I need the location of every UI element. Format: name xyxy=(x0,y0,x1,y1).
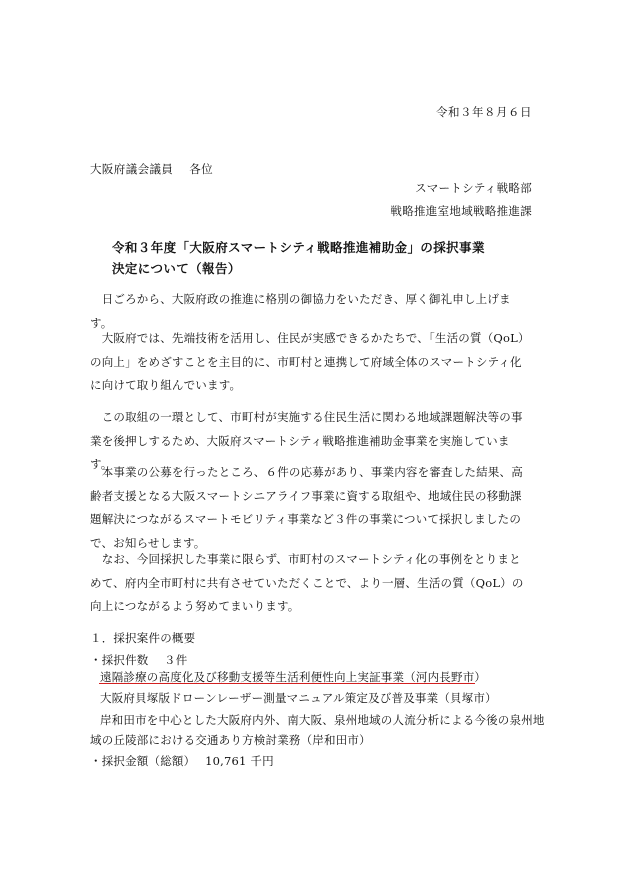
document-title-line2: 決定について（報告） xyxy=(112,261,241,276)
document-date: 令和３年８月６日 xyxy=(436,105,532,119)
sender-department: スマートシティ戦略部 xyxy=(415,181,532,195)
case-item-kawachinagano: 遠隔診療の高度化及び移動支援等生活利便性向上実証事業（河内長野市） xyxy=(100,670,487,684)
recipient: 大阪府議会議員 各位 xyxy=(90,162,214,176)
paragraph-program-text: この取組の一環として、市町村が実施する住民生活に関わる地域課題解決等の事業を後押しするため、大阪府スマートシティ戦略推進補助金事業を実施しています。 xyxy=(90,410,523,471)
red-underline xyxy=(99,683,475,684)
summary-amount: ・採択金額（総額） 10,761 千円 xyxy=(90,754,274,768)
paragraph-result-text: 本事業の公募を行ったところ、６件の応募があり、事業内容を審査した結果、高齢者支援となる大阪スマートシニアライフ事業に資する取組や、地域住民の移動課題解決につながるスマートモビリティ事業など３件の事業について採択しましたので、お知らせします。 xyxy=(90,465,523,550)
paragraph-closing xyxy=(90,548,532,619)
paragraph-closing-text: なお、今回採択した事業に限らず、市町村のスマートシティ化の事例をとりまとめて、府内全市町村に共有させていただくことで、より一層、生活の質（QoL）の向上につながるよう努めてまいります。 xyxy=(90,552,524,613)
paragraph-greeting-text: 日ごろから、大阪府政の推進に格別の御協力をいただき、厚く御礼申し上げます。 xyxy=(90,292,511,330)
paragraph-policy xyxy=(90,327,532,398)
summary-count: ・採択件数 ３件 xyxy=(90,653,188,667)
case-item-kishiwada-continued: 域の丘陵部における交通あり方検討業務（岸和田市） xyxy=(90,733,371,747)
paragraph-result xyxy=(90,461,532,555)
paragraph-policy-text: 大阪府では、先端技術を活用し、住民が実感できるかたちで、「生活の質（QoL）の向上」をめざすことを主目的に、市町村と連携して府域全体のスマートシティ化に向けて取り組んでいます。 xyxy=(90,331,530,392)
sender-section: 戦略推進室地域戦略推進課 xyxy=(390,204,532,218)
case-item-kaizuka: 大阪府貝塚版ドローンレーザー測量マニュアル策定及び普及事業（貝塚市） xyxy=(100,691,497,705)
document-title-line1: 令和３年度「大阪府スマートシティ戦略推進補助金」の採択事業 xyxy=(112,240,485,255)
case-item-kishiwada: 岸和田市を中心とした大阪府内外、南大阪、泉州地域の人流分析による今後の泉州地 xyxy=(100,713,545,727)
summary-heading: １．採択案件の概要 xyxy=(90,631,196,645)
